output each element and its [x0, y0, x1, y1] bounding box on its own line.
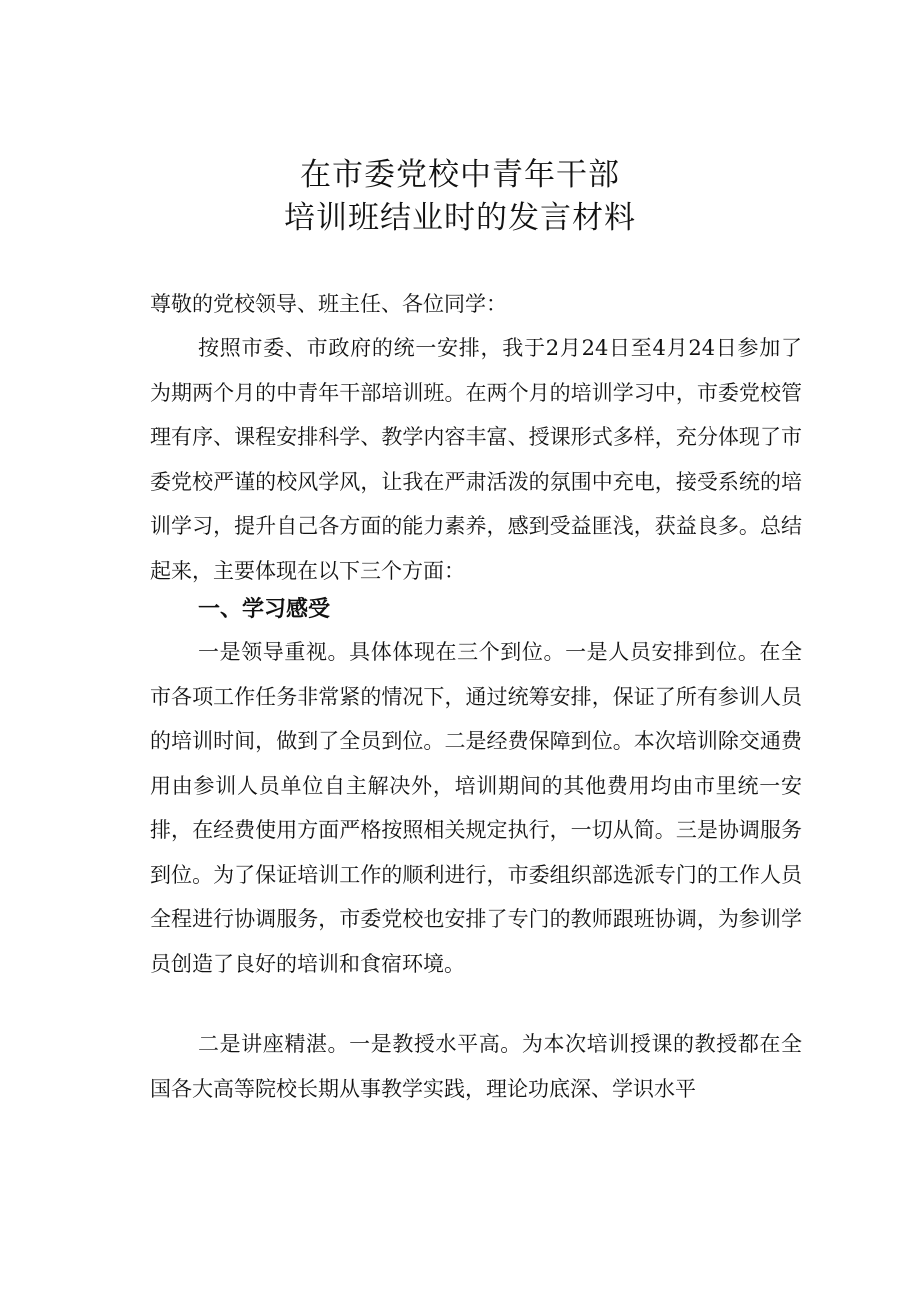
document-title-line-1: 在市委党校中青年干部 — [300, 157, 620, 193]
section-heading-study-impressions: 一、学习感受 — [198, 597, 331, 622]
salutation: 尊敬的党校领导、班主任、各位同学： — [150, 292, 507, 316]
document-title-line-2: 培训班结业时的发言材料 — [284, 200, 636, 236]
paragraph-leadership: 一是领导重视。具体体现在三个到位。一是人员安排到位。在全市各项工作任务非常紧的情况下，通过统筹安排，保证了所有参训人员的培训时间，做到了全员到位。二是经费保障到位。本次培训除交通费用由参训人员单位自主解决外，培训期间的其他费用均由市里统一安排，在经费使用方面严格按照相关规定执行，一切从简。三是协调服务到位。为了保证培训工作的顺利进行，市委组织部选派专门的工作人员全程进行协调服务，市委党校也安排了专门的教师跟班协调，为参训学员创造了良好的培训和食宿环境。 — [150, 640, 802, 976]
paragraph-lectures: 二是讲座精湛。一是教授水平高。为本次培训授课的教授都在全国各大高等院校长期从事教学实践，理论功底深、学识水平 — [150, 1032, 802, 1101]
paragraph-intro: 按照市委、市政府的统一安排，我于2月24日至4月24日参加了为期两个月的中青年干部培训班。在两个月的培训学习中，市委党校管理有序、课程安排科学、教学内容丰富、授课形式多样，充分体现了市委党校严谨的校风学风，让我在严肃活泼的氛围中充电，接受系统的培训学习，提升自己各方面的能力素养，感到受益匪浅，获益良多。总结起来，主要体现在以下三个方面： — [150, 336, 802, 583]
